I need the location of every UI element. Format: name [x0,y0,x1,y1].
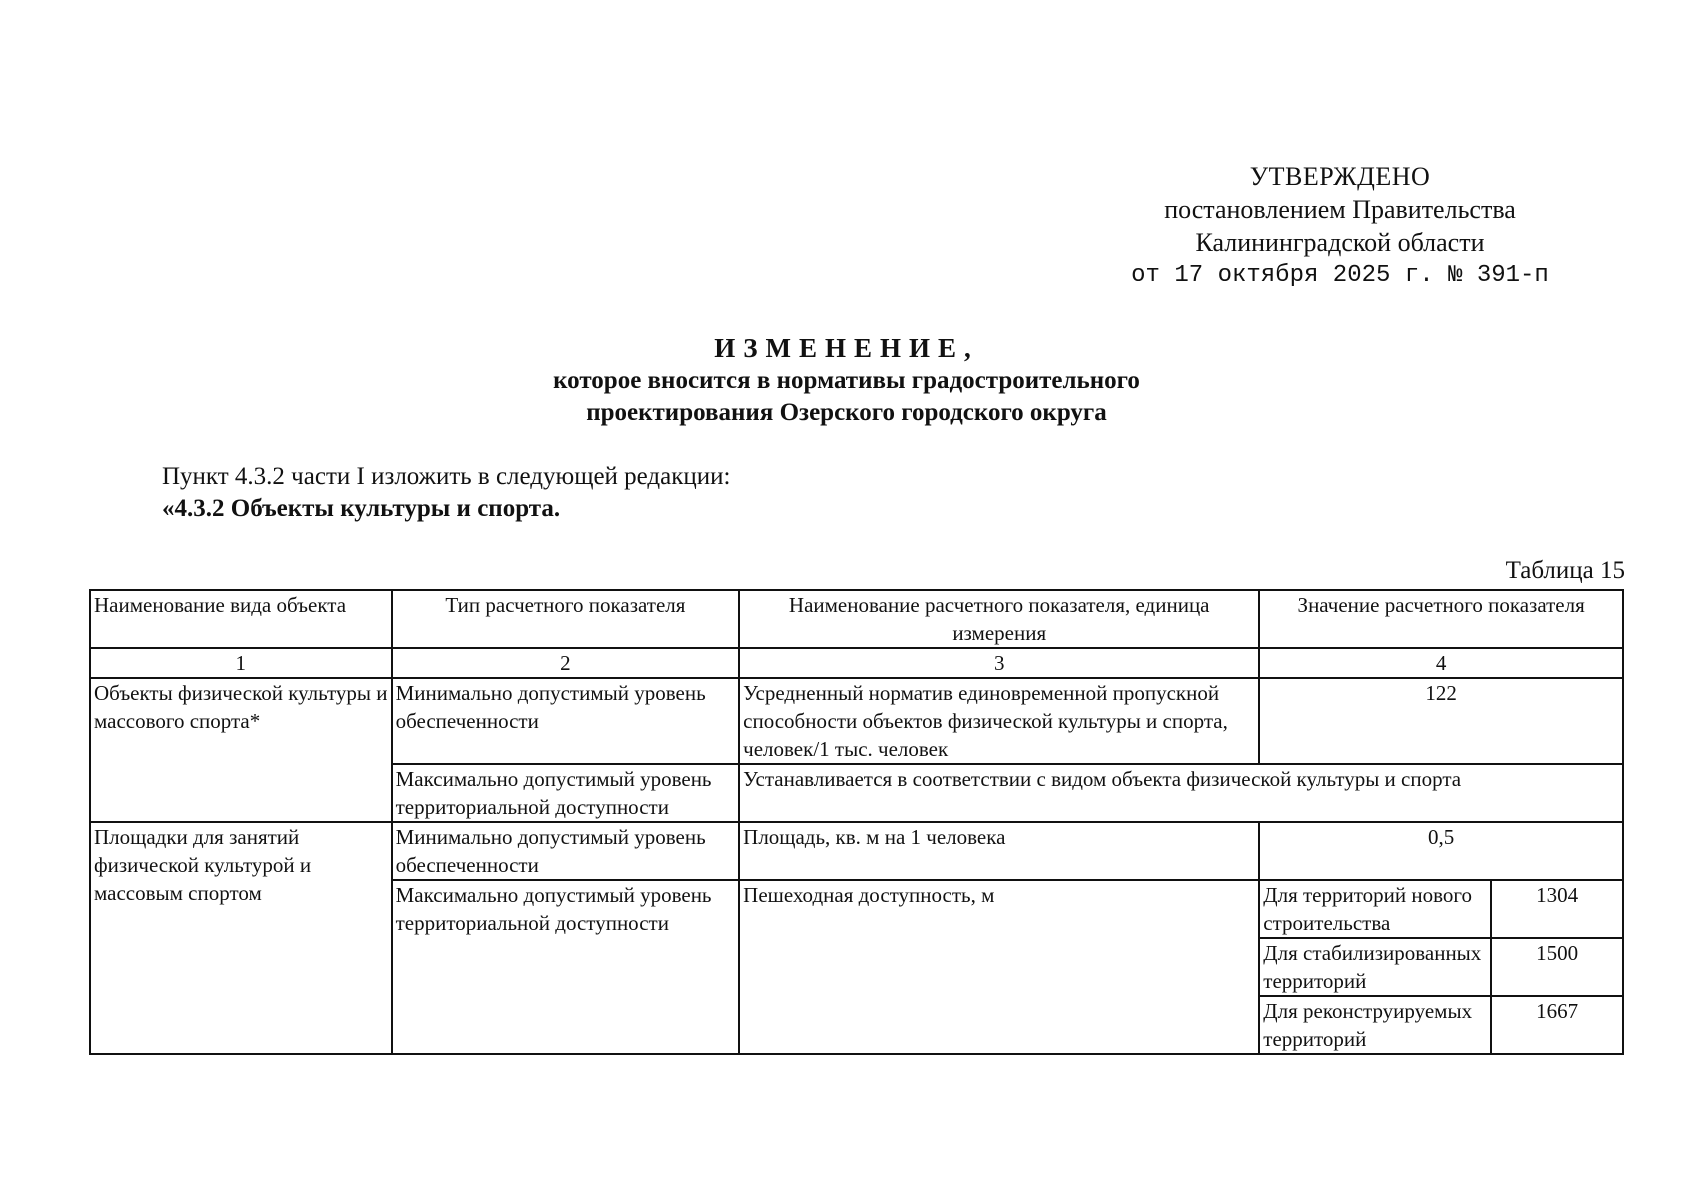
document-subtitle-line1: которое вносится в нормативы градостроительного [553,367,1140,394]
instruction-text: Пункт 4.3.2 части I изложить в следующей редакции: [162,463,731,490]
territory-value-cell: 1667 [1491,996,1623,1054]
territory-value-cell: 1304 [1491,880,1623,938]
table-row [90,822,1623,880]
column-number: 1 [90,648,392,678]
table-column-numbers-row [90,648,1623,678]
header-indicator-type: Тип расчетного показателя [392,590,740,648]
indicator-name-cell: Усредненный норматив единовременной пропускной способности объектов физической культуры и спорта, человек/1 тыс. человек [739,678,1259,764]
column-number: 3 [739,648,1259,678]
column-number: 4 [1259,648,1623,678]
approval-authority: постановлением Правительства [1164,195,1516,224]
approval-region: Калининградской области [1195,228,1485,257]
indicator-value-cell: 0,5 [1259,822,1623,880]
header-indicator-value: Значение расчетного показателя [1259,590,1623,648]
object-name-cell: Объекты физической культуры и массового спорта* [90,678,392,822]
header-indicator-name: Наименование расчетного показателя, единица измерения [739,590,1259,648]
indicator-type-cell: Минимально допустимый уровень обеспеченности [392,678,740,764]
approval-stamp [1060,160,1620,292]
column-number: 2 [392,648,740,678]
territory-label-cell: Для реконструируемых территорий [1259,996,1491,1054]
document-title: ИЗМЕНЕНИЕ, [714,333,979,363]
territory-label-cell: Для стабилизированных территорий [1259,938,1491,996]
indicator-type-cell: Максимально допустимый уровень территориальной доступности [392,880,740,1054]
territory-value-cell: 1500 [1491,938,1623,996]
indicator-value-cell: 122 [1259,678,1623,764]
table-header-row [90,590,1623,648]
table-row [90,678,1623,764]
indicator-type-cell: Минимально допустимый уровень обеспеченности [392,822,740,880]
indicator-name-cell: Пешеходная доступность, м [739,880,1259,1054]
indicator-name-cell: Площадь, кв. м на 1 человека [739,822,1259,880]
approval-date-number: от 17 октября 2025 г. № 391-п [1131,262,1549,289]
document-subtitle-line2: проектирования Озерского городского округа [586,399,1107,426]
norms-table [89,589,1624,1055]
header-object-type: Наименование вида объекта [90,590,392,648]
indicator-type-cell: Максимально допустимый уровень территориальной доступности [392,764,740,822]
indicator-note-cell: Устанавливается в соответствии с видом объекта физической культуры и спорта [739,764,1623,822]
approval-heading: УТВЕРЖДЕНО [1249,162,1431,191]
section-heading: «4.3.2 Объекты культуры и спорта. [162,495,561,522]
table-caption: Таблица 15 [1505,557,1625,584]
territory-label-cell: Для территорий нового строительства [1259,880,1491,938]
object-name-cell: Площадки для занятий физической культурой и массовым спортом [90,822,392,1054]
